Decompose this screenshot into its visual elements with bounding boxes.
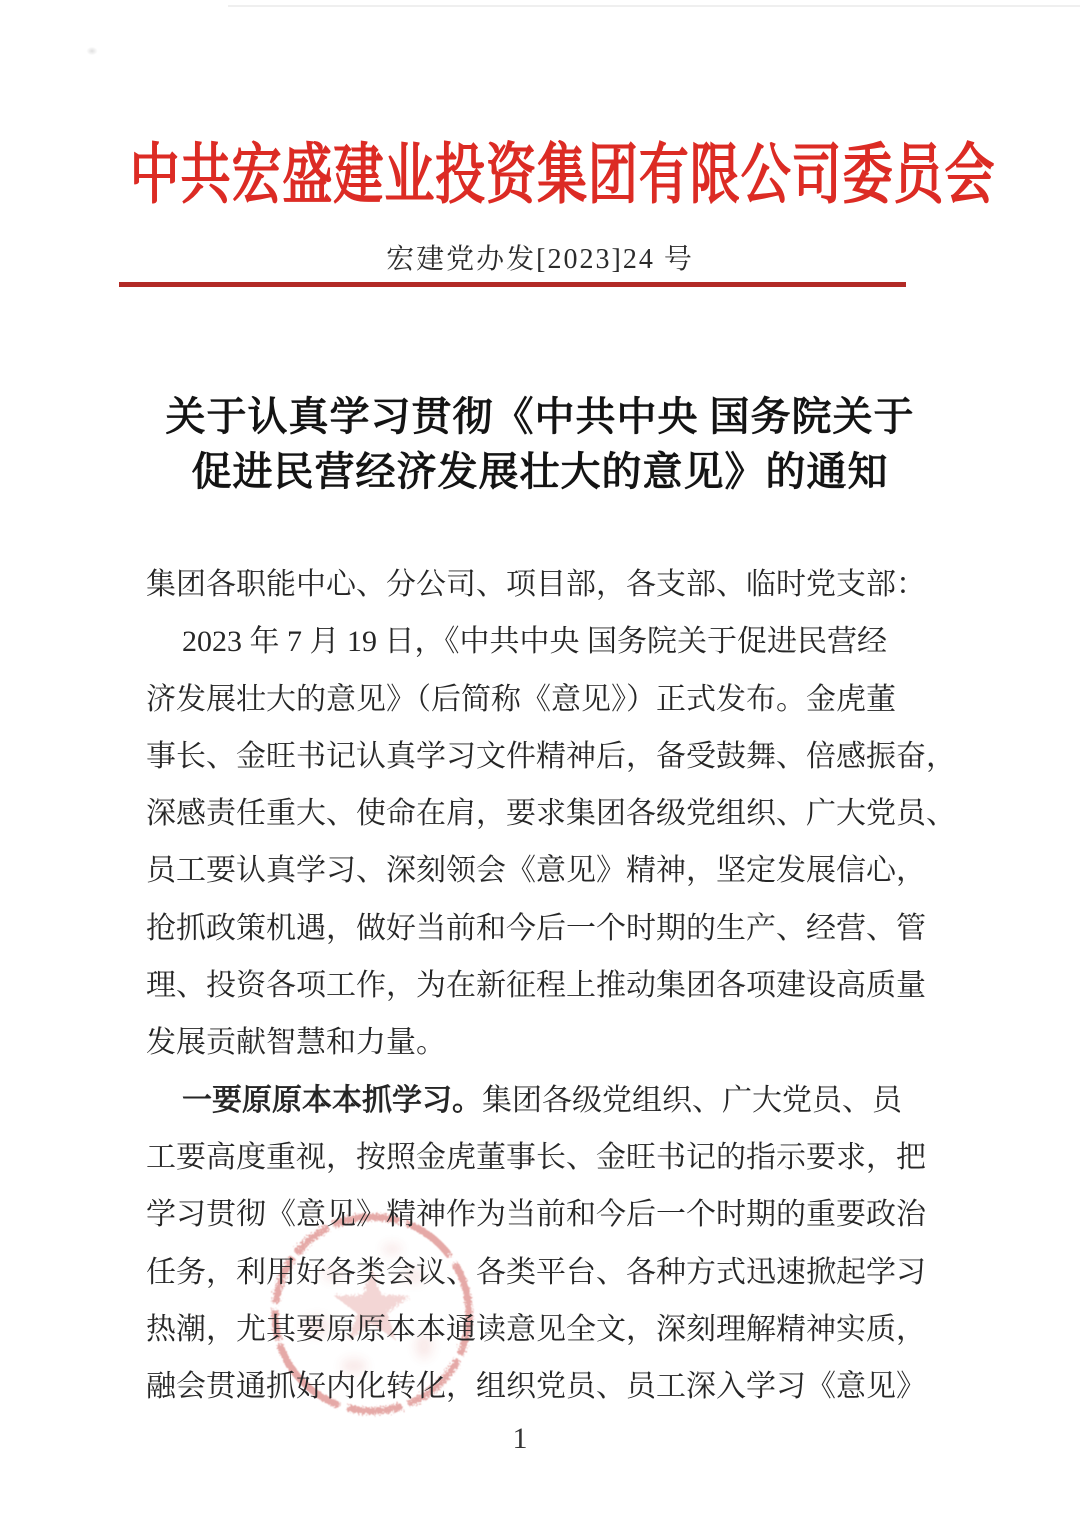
scan-artifact-line [228,5,1080,7]
body-line: 集团各职能中心、分公司、项目部，各支部、临时党支部： [146,568,926,601]
doc-title-line2: 促进民营经济发展壮大的意见》的通知 [191,449,889,494]
doc-number: 宏建党办发[2023]24 号 [386,244,694,275]
body-line: 融会贯通抓好内化转化，组织党员、员工深入学习《意见》 [146,1370,926,1404]
body-line: 济发展壮大的意见》（后简称《意见》）正式发布。金虎董 [146,682,896,716]
org-title: 中共宏盛建业投资集团有限公司委员会 [129,139,996,212]
body-text [146,556,956,1415]
body-line: 抢抓政策机遇，做好当前和今后一个时期的生产、经营、管 [146,911,926,945]
doc-title [80,389,1000,499]
body-line: 一要原原本本抓学习。集团各级党组织、广大党员、员 [182,1083,902,1117]
body-line: 任务，利用好各类会议、各类平台、各种方式迅速掀起学习 [146,1255,926,1289]
body-line: 热潮，尤其要原原本本通读意见全文，深刻理解精神实质， [146,1312,926,1346]
page-number: 1 [512,1422,528,1455]
scan-artifact-smudge [84,45,100,57]
body-line: 2023 年 7 月 19 日，《中共中央 国务院关于促进民营经 [182,625,887,659]
body-line: 学习贯彻《意见》精神作为当前和今后一个时期的重要政治 [146,1198,926,1232]
body-line: 深感责任重大、使命在肩，要求集团各级党组织、广大党员、 [146,797,956,831]
body-line: 事长、金旺书记认真学习文件精神后，备受鼓舞、倍感振奋， [146,739,956,773]
red-divider-rule [119,282,906,287]
body-line: 发展贡献智慧和力量。 [146,1026,446,1060]
body-line: 工要高度重视，按照金虎董事长、金旺书记的指示要求，把 [146,1140,926,1174]
body-line: 理、投资各项工作，为在新征程上推动集团各项建设高质量 [146,969,926,1003]
bold-lead: 一要原原本本抓学习。 [182,1083,482,1117]
body-line: 员工要认真学习、深刻领会《意见》精神，坚定发展信心， [146,854,926,888]
doc-title-line1: 关于认真学习贯彻《中共中央 国务院关于 [165,394,915,439]
